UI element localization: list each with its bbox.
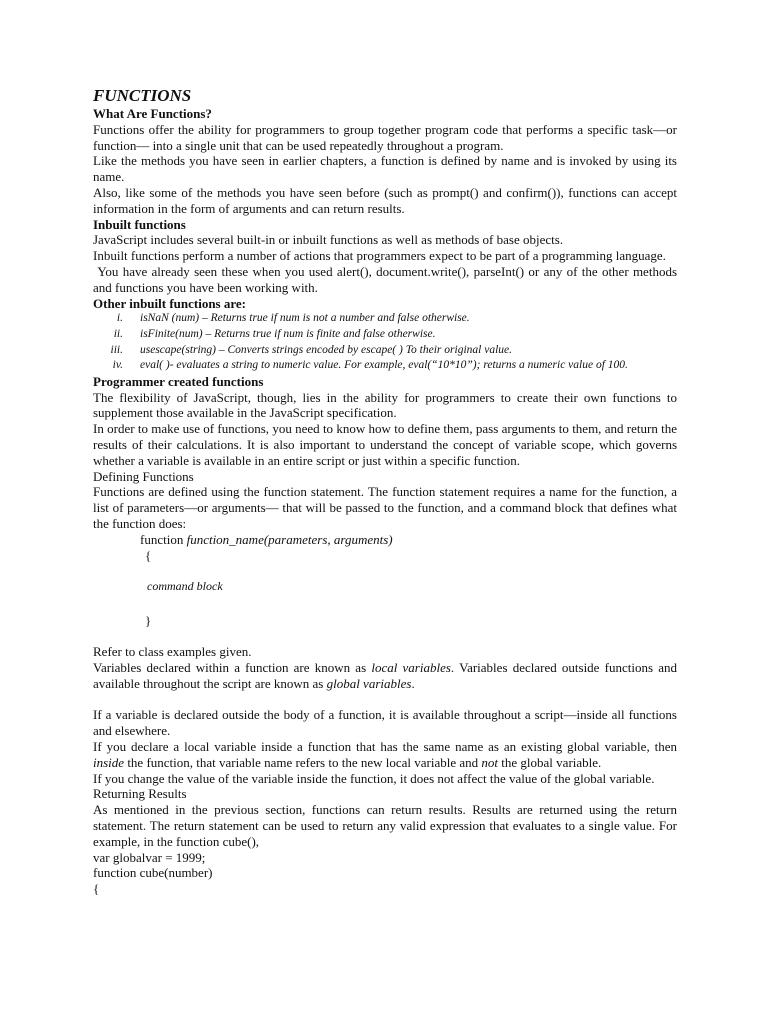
code-command-block: command block — [147, 579, 223, 594]
list-item — [93, 311, 677, 327]
code-signature — [93, 532, 677, 548]
text-run: Variables declared within a function are known as — [93, 660, 372, 676]
paragraph-local-global — [93, 739, 677, 771]
list-item — [93, 327, 677, 343]
paragraph: JavaScript includes several built-in or inbuilt functions as well as methods of base objects. — [93, 232, 564, 248]
text-run: . Variables declared outside functions and available throughout the script are known as — [93, 660, 677, 691]
list-number: i. — [116, 312, 123, 325]
list-number: iii. — [110, 343, 123, 356]
paragraph-variables — [93, 660, 677, 692]
code-brace-close: } — [145, 612, 152, 628]
term-global-variables: global variables — [326, 675, 412, 691]
paragraph: Inbuilt functions perform a number of actions that programmers expect to be part of a programming language. — [93, 248, 666, 264]
list-item — [93, 343, 677, 359]
code-line: { — [93, 881, 100, 897]
code-line: var globalvar = 1999; — [93, 849, 206, 865]
list-item — [93, 358, 677, 374]
paragraph: In order to make use of functions, you need to know how to define them, pass arguments to them, and return the results of their calculations. It is also important to understand the concept of variable scope, which governs whether a variable is available in an entire script or just within a specific function. — [93, 421, 677, 468]
code-function-signature: function_name(parameters, arguments) — [186, 531, 393, 547]
list-number: iv. — [112, 359, 123, 372]
code-brace-open: { — [145, 547, 152, 563]
heading-other-inbuilt-functions: Other inbuilt functions are: — [93, 295, 247, 311]
subheading-defining-functions: Defining Functions — [93, 468, 194, 484]
code-line: function cube(number) — [93, 865, 213, 881]
list-text: usescape(string) – Converts strings encoded by escape( ) To their original value. — [140, 343, 512, 356]
document-page — [93, 86, 681, 897]
paragraph: If you change the value of the variable inside the function, it does not affect the value of the global variable. — [93, 770, 655, 786]
text-run: . — [411, 675, 415, 691]
paragraph: The flexibility of JavaScript, though, lies in the ability for programmers to create their own functions to supplement those available in the JavaScript specification. — [93, 389, 677, 421]
list-number: ii. — [113, 327, 123, 340]
term-local-variables: local variables — [371, 660, 451, 676]
paragraph: Like the methods you have seen in earlier chapters, a function is defined by name and is invoked by using its name. — [93, 153, 677, 185]
heading-inbuilt-functions: Inbuilt functions — [93, 216, 186, 232]
text-run: If you declare a local variable inside a function that has the same name as an existing global variable, then — [93, 739, 677, 755]
inbuilt-functions-list — [93, 311, 677, 373]
emphasis-inside: inside — [93, 754, 125, 770]
list-text: isFinite(num) – Returns true if num is finite and false otherwise. — [140, 327, 436, 340]
list-text: eval( )- evaluates a string to numeric value. For example, eval(“10*10”); returns a numeric value of 100. — [140, 359, 628, 372]
paragraph: Functions offer the ability for programmers to group together program code that performs a specific task—or function— into a single unit that can be used repeatedly throughout a program. — [93, 121, 677, 153]
paragraph: Also, like some of the methods you have seen before (such as prompt() and confirm()), functions can accept information in the form of arguments and can return results. — [93, 184, 677, 216]
paragraph: If a variable is declared outside the body of a function, it is available throughout a script—inside all functions and elsewhere. — [93, 707, 677, 739]
page-title: FUNCTIONS — [93, 86, 192, 105]
emphasis-not: not — [481, 754, 499, 770]
heading-what-are-functions: What Are Functions? — [93, 106, 212, 121]
heading-programmer-created-functions: Programmer created functions — [93, 373, 264, 389]
paragraph: You have already seen these when you used alert(), document.write(), parseInt() or any of the other methods and functions you have been working with. — [93, 263, 681, 295]
paragraph: As mentioned in the previous section, functions can return results. Results are returned using the return statement. The return statement can be used to return any valid expression that evaluates to a single value. For example, in the function cube(), — [93, 802, 677, 849]
paragraph: Functions are defined using the function statement. The function statement requires a name for the function, a list of parameters—or arguments— that will be passed to the function, and a command block that defines what the function does: — [93, 484, 677, 531]
text-run: the global variable. — [498, 754, 602, 770]
text-run: the function, that variable name refers to the new local variable and — [124, 754, 482, 770]
paragraph: Refer to class examples given. — [93, 644, 252, 660]
subheading-returning-results: Returning Results — [93, 786, 187, 802]
code-keyword: function — [140, 531, 187, 547]
list-text: isNaN (num) – Returns true if num is not a number and false otherwise. — [140, 312, 470, 325]
